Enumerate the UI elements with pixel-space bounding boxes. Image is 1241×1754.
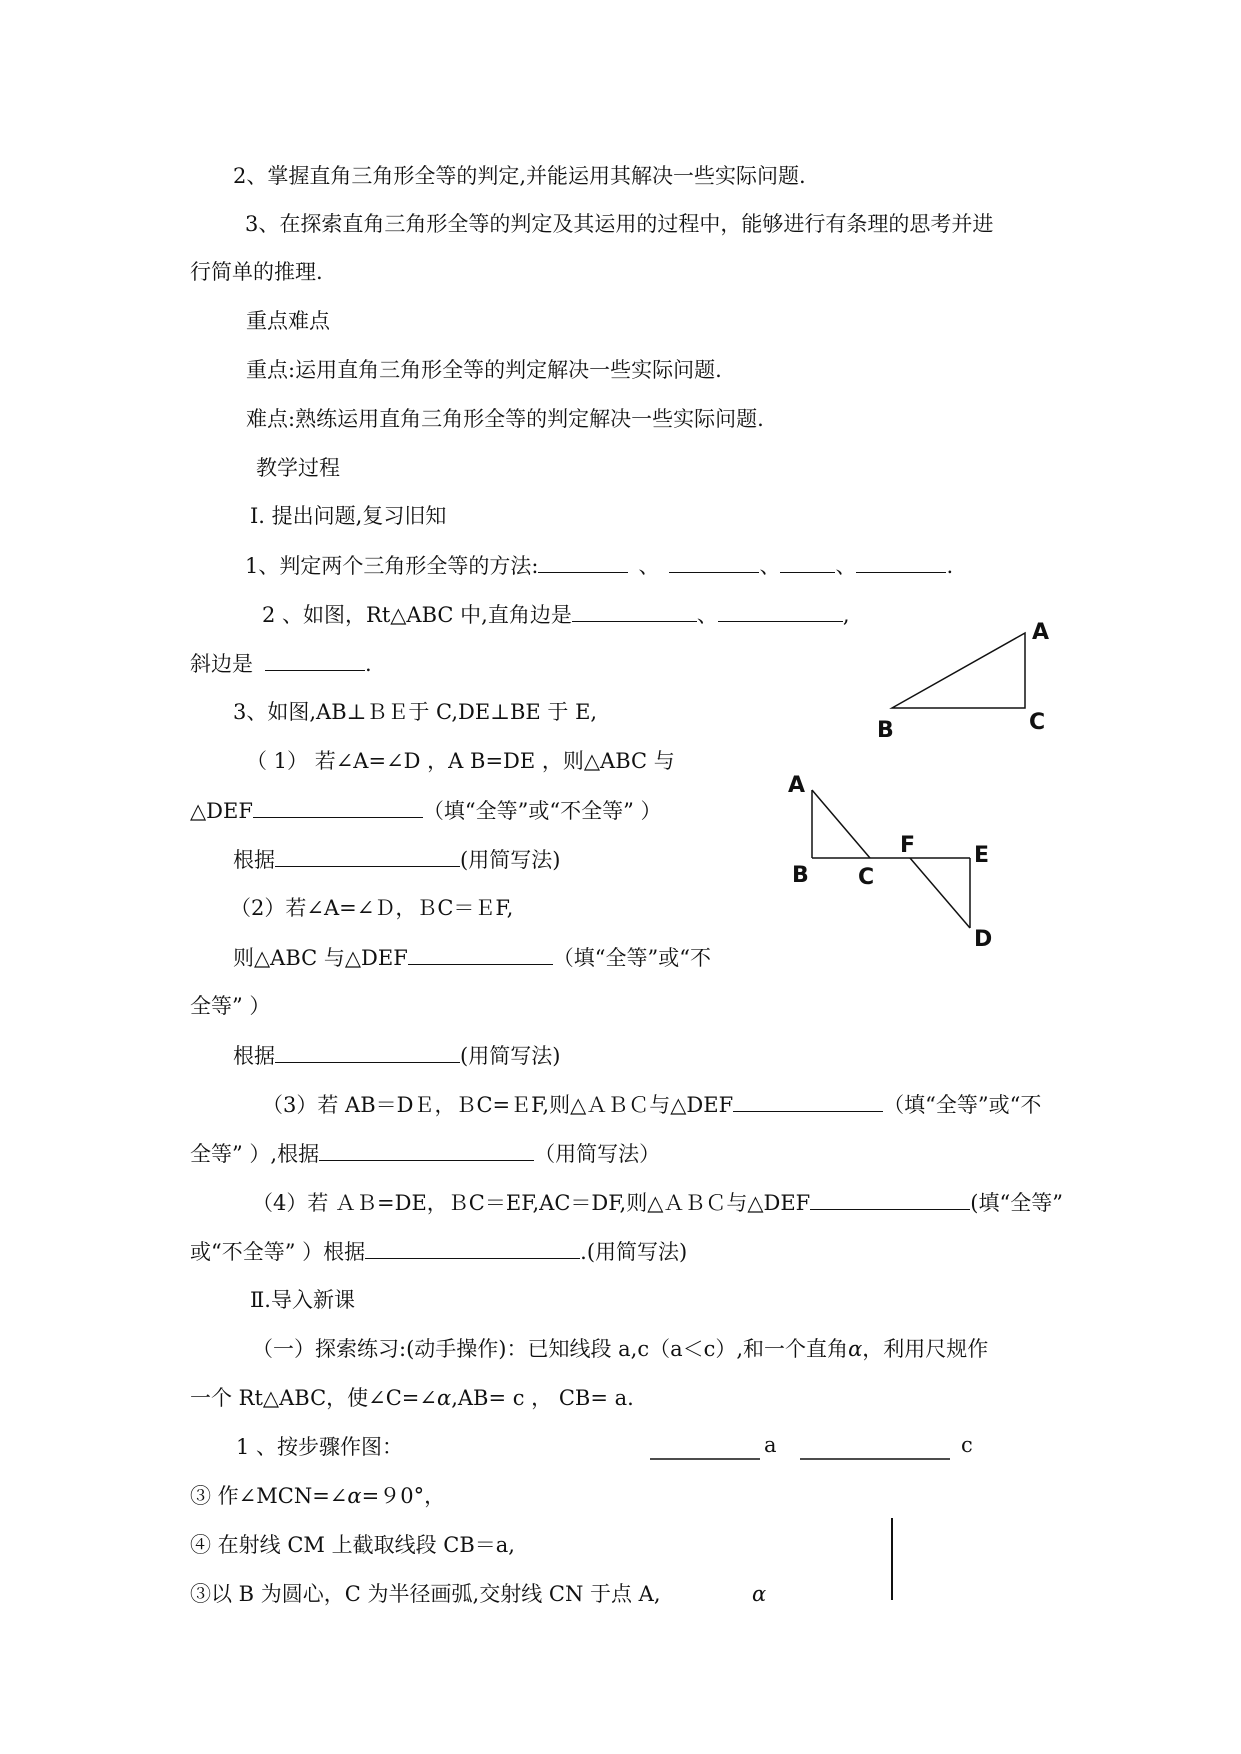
question-2: 2 、如图，Rt△ABC 中,直角边是 、 , [262,603,850,627]
question-2-line2: 斜边是 . [190,652,372,676]
process-heading: 教学过程 [256,456,340,480]
objective-3-line1: 3、在探索直角三角形全等的判定及其运用的过程中，能够进行有条理的思考并进 [245,212,994,236]
vertex-label-b: B [792,863,809,888]
vertex-label-d: D [974,927,993,952]
vertex-label-f: F [900,833,916,858]
question-3-1-line2: △DEF （填“全等”或“不全等” ） [190,799,662,823]
figure-two-triangles [788,773,992,952]
section-1-heading: Ⅰ. 提出问题,复习旧知 [250,504,447,528]
key-points-heading: 重点难点 [246,309,330,333]
segment-ac [812,790,870,858]
question-3-4-line2: 或“不全等” ）根据 .(用简写法) [190,1240,688,1264]
objective-3-line2: 行简单的推理. [190,260,323,284]
vertex-label-a: A [788,773,806,798]
question-3-1-basis: 根据 (用简写法) [233,848,561,872]
vertex-label-e: E [974,843,990,868]
triangle-abc-shape [892,633,1025,708]
question-3-2-line2: 则△ABC 与△DEF （填“全等”或“不 [233,946,711,970]
vertex-label-a: A [1032,620,1050,645]
difficulty-text: 难点:熟练运用直角三角形全等的判定解决一些实际问题. [246,407,764,431]
vertex-label-b: B [877,718,894,743]
figure-triangle-abc [877,620,1049,743]
segment-c-label: c [961,1433,973,1457]
step-1: ③ 作∠MCN=∠α=９0°， [190,1484,446,1508]
question-3-1: （ 1） 若∠A=∠D ，A B=DE ，则△ABC 与 [246,749,675,773]
vertex-label-c: C [1029,710,1046,735]
key-point-text: 重点:运用直角三角形全等的判定解决一些实际问题. [246,358,722,382]
question-1: 1、判定两个三角形全等的方法: 、 、 、 . [245,554,954,578]
explore-line1: （一）探索练习:(动手操作)：已知线段 a,c（a＜c）,和一个直角α，利用尺规作 [252,1337,989,1361]
question-3-2-basis: 根据 (用简写法) [233,1044,561,1068]
question-3-3: （3）若 AB＝DＥ，ＢC=ＥF,则△ＡＢＣ与△DEF （填“全等”或“不 [262,1093,1042,1117]
objective-2: 2、掌握直角三角形全等的判定,并能运用其解决一些实际问题. [233,164,806,188]
section-2-heading: Ⅱ.导入新课 [250,1288,355,1312]
angle-alpha-label: α [752,1582,767,1606]
question-3-2-line3: 全等” ） [190,994,271,1018]
segment-fd [910,858,970,928]
segment-a-label: a [764,1433,777,1457]
question-3: 3、如图,AB⊥ＢＥ于 C,DE⊥BE 于 E, [233,700,598,724]
step-2: ④ 在射线 CM 上截取线段 CB＝a, [190,1533,515,1557]
vertex-label-c: C [858,865,875,890]
question-3-4: （4）若 ＡＢ=DE，ＢC＝EF,AC＝DF,则△ＡＢＣ与△DEF (填“全等” [252,1191,1063,1215]
question-3-3-line2: 全等” ）,根据 （用简写法） [190,1142,661,1166]
step-3: ③以 B 为圆心，C 为半径画弧,交射线 CN 于点 A, [190,1582,661,1606]
explore-line2: 一个 Rt△ABC，使∠C=∠α,AB= c ， CB= a. [190,1386,634,1410]
question-3-2: （2）若∠A=∠Ｄ，ＢC＝ＥF, [230,896,514,920]
steps-heading: 1 、按步骤作图： [236,1435,404,1459]
